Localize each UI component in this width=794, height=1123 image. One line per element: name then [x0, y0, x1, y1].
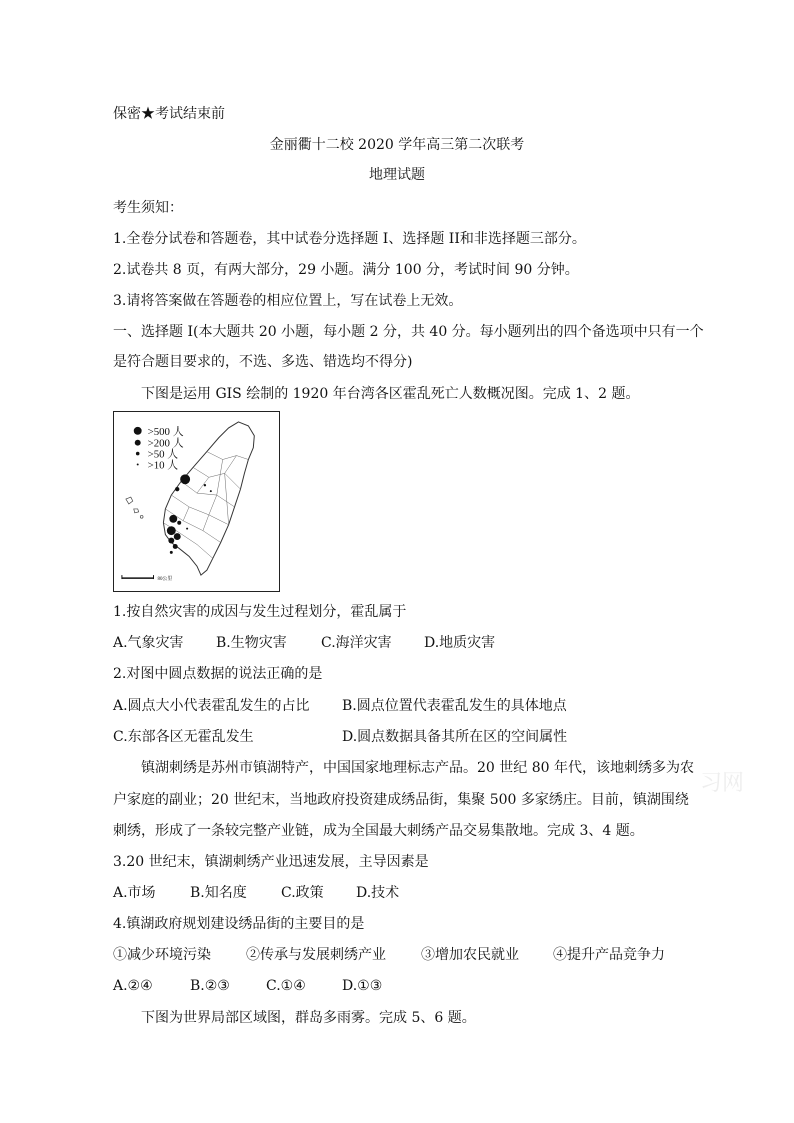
- passage-3-4-line-3: 刺绣，形成了一条较完整产业链，成为全国最大刺绣产品交易集散地。完成 3、4 题。: [113, 823, 644, 839]
- question-3-option-b: B.知名度: [190, 885, 247, 901]
- question-3-option-d: D.技术: [356, 885, 400, 901]
- question-4-option-a: A.②④: [113, 978, 153, 994]
- notice-item-2: 2.试卷共 8 页，有两大部分，29 小题。满分 100 分，考试时间 90 分钟。: [113, 262, 579, 278]
- question-2-option-b: B.圆点位置代表霍乱发生的具体地点: [342, 698, 567, 714]
- dot-large: [169, 515, 177, 523]
- notice-item-1: 1.全卷分试卷和答题卷，其中试卷分选择题 I、选择题 II和非选择题三部分。: [113, 231, 586, 247]
- dot-tiny: [186, 528, 188, 530]
- dot-medium: [168, 538, 174, 544]
- dot-medium: [173, 544, 178, 549]
- question-1-option-c: C.海洋灾害: [321, 635, 392, 651]
- question-1-option-b: B.生物灾害: [216, 635, 287, 651]
- legend-symbol-500: [134, 427, 142, 435]
- legend-label-50: >50 人: [147, 448, 179, 461]
- intro-questions-1-2: 下图是运用 GIS 绘制的 1920 年台湾各区霍乱死亡人数概况图。完成 1、2 题。: [141, 386, 640, 402]
- question-4-option-b: B.②③: [190, 978, 230, 994]
- scale-label: 80公里: [157, 577, 173, 583]
- legend-symbol-50: [136, 452, 140, 456]
- question-3-stem: 3.20 世纪末，镇湖刺绣产业迅速发展，主导因素是: [113, 854, 429, 870]
- section-heading-line-2: 是符合题目要求的，不选、多选、错选均不得分): [113, 354, 413, 370]
- faint-watermark: 习网: [700, 771, 745, 796]
- question-2-option-d: D.圆点数据具备其所在区的空间属性: [342, 729, 568, 745]
- dot-small: [170, 551, 173, 554]
- dot-medium: [177, 521, 181, 525]
- taiwan-cholera-map: [113, 411, 280, 592]
- question-1-option-a: A.气象灾害: [113, 635, 184, 651]
- passage-3-4-line-2: 户家庭的副业；20 世纪末，当地政府投资建成绣品街，集聚 500 多家绣庄。目前，镇湖围绕: [113, 792, 689, 808]
- question-4-choice-4: ④提升产品竞争力: [553, 947, 665, 963]
- exam-title: 金丽衢十二校 2020 学年高三第二次联考: [269, 137, 525, 153]
- notice-item-3: 3.请将答案做在答题卷的相应位置上，写在试卷上无效。: [113, 293, 463, 309]
- question-4-choice-1: ①减少环境污染: [113, 947, 211, 963]
- section-heading-line-1: 一、选择题 I(本大题共 20 小题，每小题 2 分，共 40 分。每小题列出的四个备选项中只有一个: [113, 324, 704, 340]
- passage-3-4-line-1: 镇湖刺绣是苏州市镇湖特产，中国国家地理标志产品。20 世纪 80 年代，该地刺绣多为农: [141, 760, 694, 776]
- dot-large: [180, 474, 190, 484]
- question-4-stem: 4.镇湖政府规划建设绣品街的主要目的是: [113, 916, 365, 932]
- intro-questions-5-6: 下图为世界局部区域图，群岛多雨雾。完成 5、6 题。: [141, 1010, 476, 1026]
- legend-label-500: >500 人: [147, 425, 184, 438]
- dot-large: [174, 533, 181, 540]
- confidential-mark: 保密★考试结束前: [113, 106, 225, 122]
- notice-heading: 考生须知：: [113, 200, 183, 216]
- question-2-stem: 2.对图中圆点数据的说法正确的是: [113, 666, 323, 682]
- legend-symbol-200: [135, 440, 141, 446]
- question-3-option-c: C.政策: [281, 885, 324, 901]
- legend-symbol-10: [137, 463, 139, 465]
- dot-medium: [175, 487, 179, 491]
- subject-title: 地理试题: [369, 167, 425, 183]
- scale-bar: [122, 575, 172, 582]
- question-1-stem: 1.按自然灾害的成因与发生过程划分，霍乱属于: [113, 604, 407, 620]
- legend-label-10: >10 人: [147, 459, 179, 472]
- dot-large: [167, 526, 176, 535]
- question-1-option-d: D.地质灾害: [424, 635, 496, 651]
- question-4-choice-2: ②传承与发展刺绣产业: [246, 947, 386, 963]
- legend-label-200: >200 人: [147, 437, 184, 450]
- question-3-option-a: A.市场: [113, 885, 156, 901]
- question-4-option-c: C.①④: [266, 978, 306, 994]
- question-2-option-a: A.圆点大小代表霍乱发生的占比: [113, 698, 310, 714]
- question-4-choice-3: ③增加农民就业: [421, 947, 519, 963]
- question-4-option-d: D.①③: [342, 978, 383, 994]
- map-legend: [134, 425, 184, 472]
- dot-tiny: [210, 490, 212, 492]
- question-2-option-c: C.东部各区无霍乱发生: [113, 729, 254, 745]
- dot-small: [204, 484, 206, 486]
- penghu-islands: [126, 497, 143, 518]
